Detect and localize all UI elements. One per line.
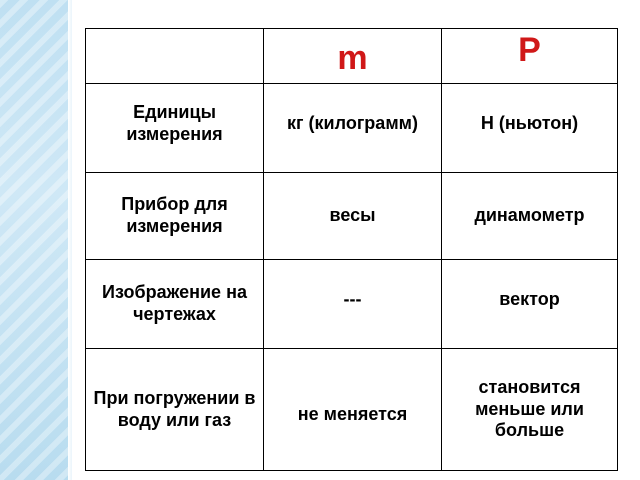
weight-value: становится меньше или больше [442, 349, 618, 471]
mass-value: весы [264, 173, 442, 260]
weight-symbol: P [518, 31, 541, 69]
comparison-table [85, 28, 618, 471]
mass-value: не меняется [264, 349, 442, 471]
row-label: Единицы измерения [86, 84, 264, 173]
decorative-side-band [0, 0, 72, 480]
header-mass-cell [264, 29, 442, 84]
row-label: При погружении в воду или газ [86, 349, 264, 471]
weight-value: динамометр [442, 173, 618, 260]
mass-value: --- [264, 260, 442, 349]
table-row [86, 260, 618, 349]
table-row [86, 84, 618, 173]
table-row [86, 349, 618, 471]
weight-value: Н (ньютон) [442, 84, 618, 173]
weight-value: вектор [442, 260, 618, 349]
mass-symbol: m [337, 39, 368, 77]
header-weight-cell [442, 29, 618, 84]
mass-value: кг (килограмм) [264, 84, 442, 173]
row-label: Прибор для измерения [86, 173, 264, 260]
header-row [86, 29, 618, 84]
table-row [86, 173, 618, 260]
header-empty-cell [86, 29, 264, 84]
row-label: Изображение на чертежах [86, 260, 264, 349]
